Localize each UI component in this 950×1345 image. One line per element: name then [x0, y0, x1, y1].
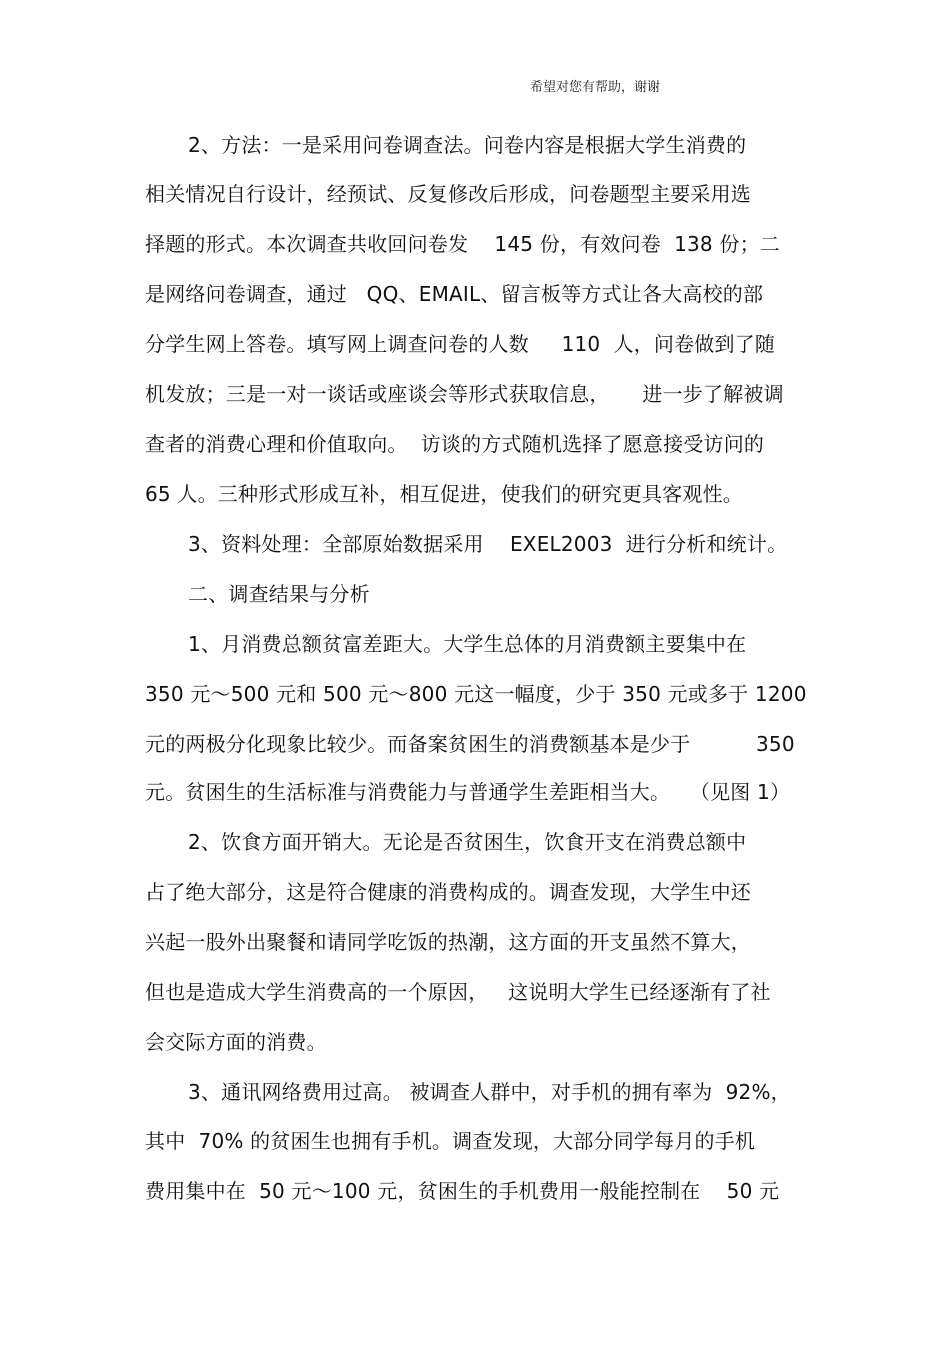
paragraph-line: 会交际方面的消费。: [145, 1030, 327, 1054]
section-heading: 二、调查结果与分析: [188, 582, 370, 606]
paragraph-line: 2、饮食方面开销大。无论是否贫困生，饮食开支在消费总额中: [188, 830, 747, 854]
paragraph-line: 是网络问卷调查，通过 QQ、EMAIL、留言板等方式让各大高校的部: [145, 282, 764, 306]
paragraph-line: 元。贫困生的生活标准与消费能力与普通学生差距相当大。 （见图 1）: [145, 780, 791, 804]
paragraph-line: 机发放；三是一对一谈话或座谈会等形式获取信息， 进一步了解被调: [145, 382, 784, 406]
paragraph-line: 费用集中在 50 元～100 元，贫困生的手机费用一般能控制在 50 元: [145, 1179, 780, 1203]
paragraph-line: 3、资料处理：全部原始数据采用 EXEL2003 进行分析和统计。: [188, 532, 788, 556]
paragraph-line: 分学生网上答卷。填写网上调查问卷的人数 110 人，问卷做到了随: [145, 332, 776, 356]
paragraph-line: 2、方法：一是采用问卷调查法。问卷内容是根据大学生消费的: [188, 133, 747, 157]
paragraph-line: 3、通讯网络费用过高。 被调查人群中，对手机的拥有率为 92%，: [188, 1080, 791, 1104]
paragraph-line: 1、月消费总额贫富差距大。大学生总体的月消费额主要集中在: [188, 632, 747, 656]
paragraph-line: 择题的形式。本次调查共收回问卷发 145 份，有效问卷 138 份；二: [145, 232, 781, 256]
paragraph-line: 65 人。三种形式形成互补，相互促进，使我们的研究更具客观性。: [145, 482, 744, 506]
paragraph-line: 其中 70% 的贫困生也拥有手机。调查发现，大部分同学每月的手机: [145, 1129, 756, 1153]
paragraph-line: 兴起一股外出聚餐和请同学吃饭的热潮，这方面的开支虽然不算大，: [145, 930, 751, 954]
paragraph-line: 查者的消费心理和价值取向。 访谈的方式随机选择了愿意接受访问的: [145, 432, 765, 456]
paragraph-line: 相关情况自行设计，经预试、反复修改后形成，问卷题型主要采用选: [145, 182, 751, 206]
page-header: 希望对您有帮助，谢谢: [529, 80, 660, 95]
paragraph-line: 但也是造成大学生消费高的一个原因， 这说明大学生已经逐渐有了社: [145, 980, 771, 1004]
paragraph-line: 占了绝大部分，这是符合健康的消费构成的。调查发现，大学生中还: [145, 880, 751, 904]
paragraph-line: 元的两极分化现象比较少。而备案贫困生的消费额基本是少于 350: [145, 732, 795, 756]
paragraph-line: 350 元～500 元和 500 元～800 元这一幅度，少于 350 元或多于 1200: [145, 682, 807, 706]
